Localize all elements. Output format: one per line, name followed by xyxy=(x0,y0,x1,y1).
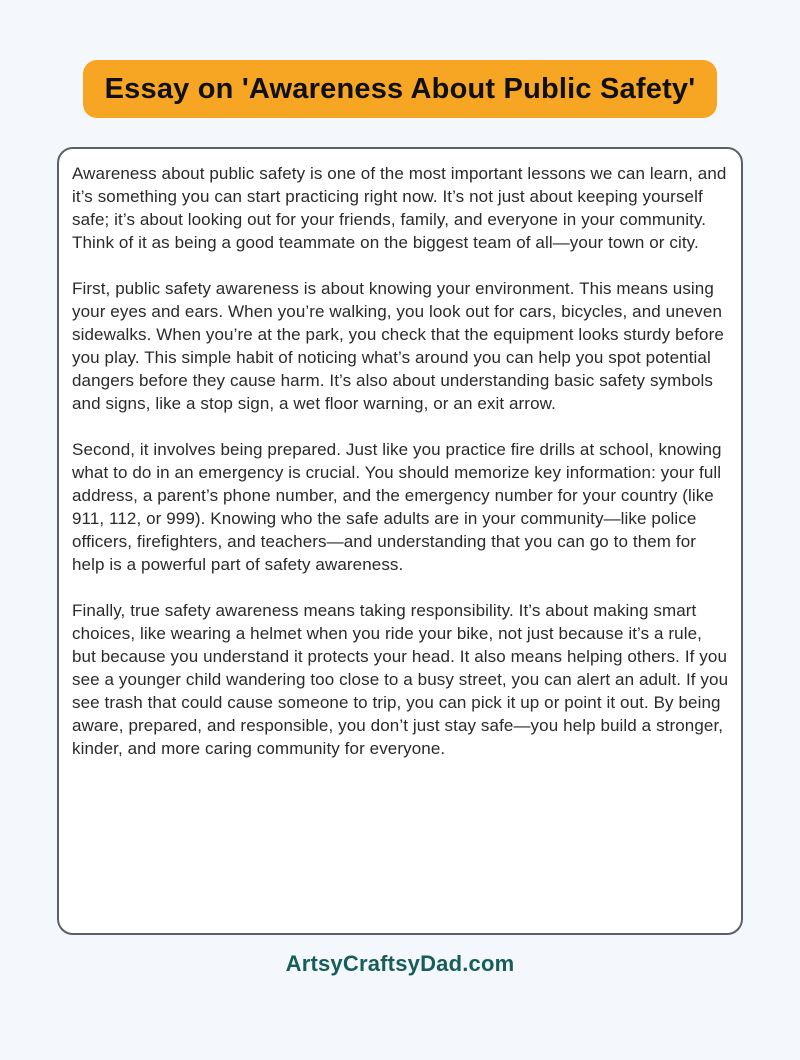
site-name: ArtsyCraftsyDad.com xyxy=(285,951,515,976)
footer xyxy=(0,951,800,977)
title-banner xyxy=(83,60,718,118)
page-title: Essay on 'Awareness About Public Safety' xyxy=(104,73,696,105)
essay-paragraph-1: Awareness about public safety is one of the most important lessons we can learn, and it’s something you can start practicing right now. It’s not just about keeping yourself safe; it’s about looking out for your friends, family, and everyone in your community. Think of it as being a good teammate on the biggest team of all—your town or city. xyxy=(72,164,727,252)
essay-paragraph-3: Second, it involves being prepared. Just like you practice fire drills at school, knowing what to do in an emergency is crucial. You should memorize key information: your full address, a parent’s phone number, and the emergency number for your country (like 911, 112, or 999). Knowing who the safe adults are in your community—like police officers, firefighters, and teachers—and understanding that you can go to them for help is a powerful part of safety awareness. xyxy=(72,440,722,574)
essay-paragraph-2: First, public safety awareness is about knowing your environment. This means using your eyes and ears. When you’re walking, you look out for cars, bicycles, and uneven sidewalks. When you’re at the park, you check that the equipment looks sturdy before you play. This simple habit of noticing what’s around you can help you spot potential dangers before they cause harm. It’s also about understanding basic safety symbols and signs, like a stop sign, a wet floor warning, or an exit arrow. xyxy=(72,279,724,413)
essay-card xyxy=(57,147,743,935)
essay-paragraph-4: Finally, true safety awareness means taking responsibility. It’s about making smart choices, like wearing a helmet when you ride your bike, not just because it’s a rule, but because you understand it protects your head. It also means helping others. If you see a younger child wandering too close to a busy street, you can alert an adult. If you see trash that could cause someone to trip, you can pick it up or point it out. By being aware, prepared, and responsible, you don’t just stay safe—you help build a stronger, kinder, and more caring community for everyone. xyxy=(72,601,729,758)
